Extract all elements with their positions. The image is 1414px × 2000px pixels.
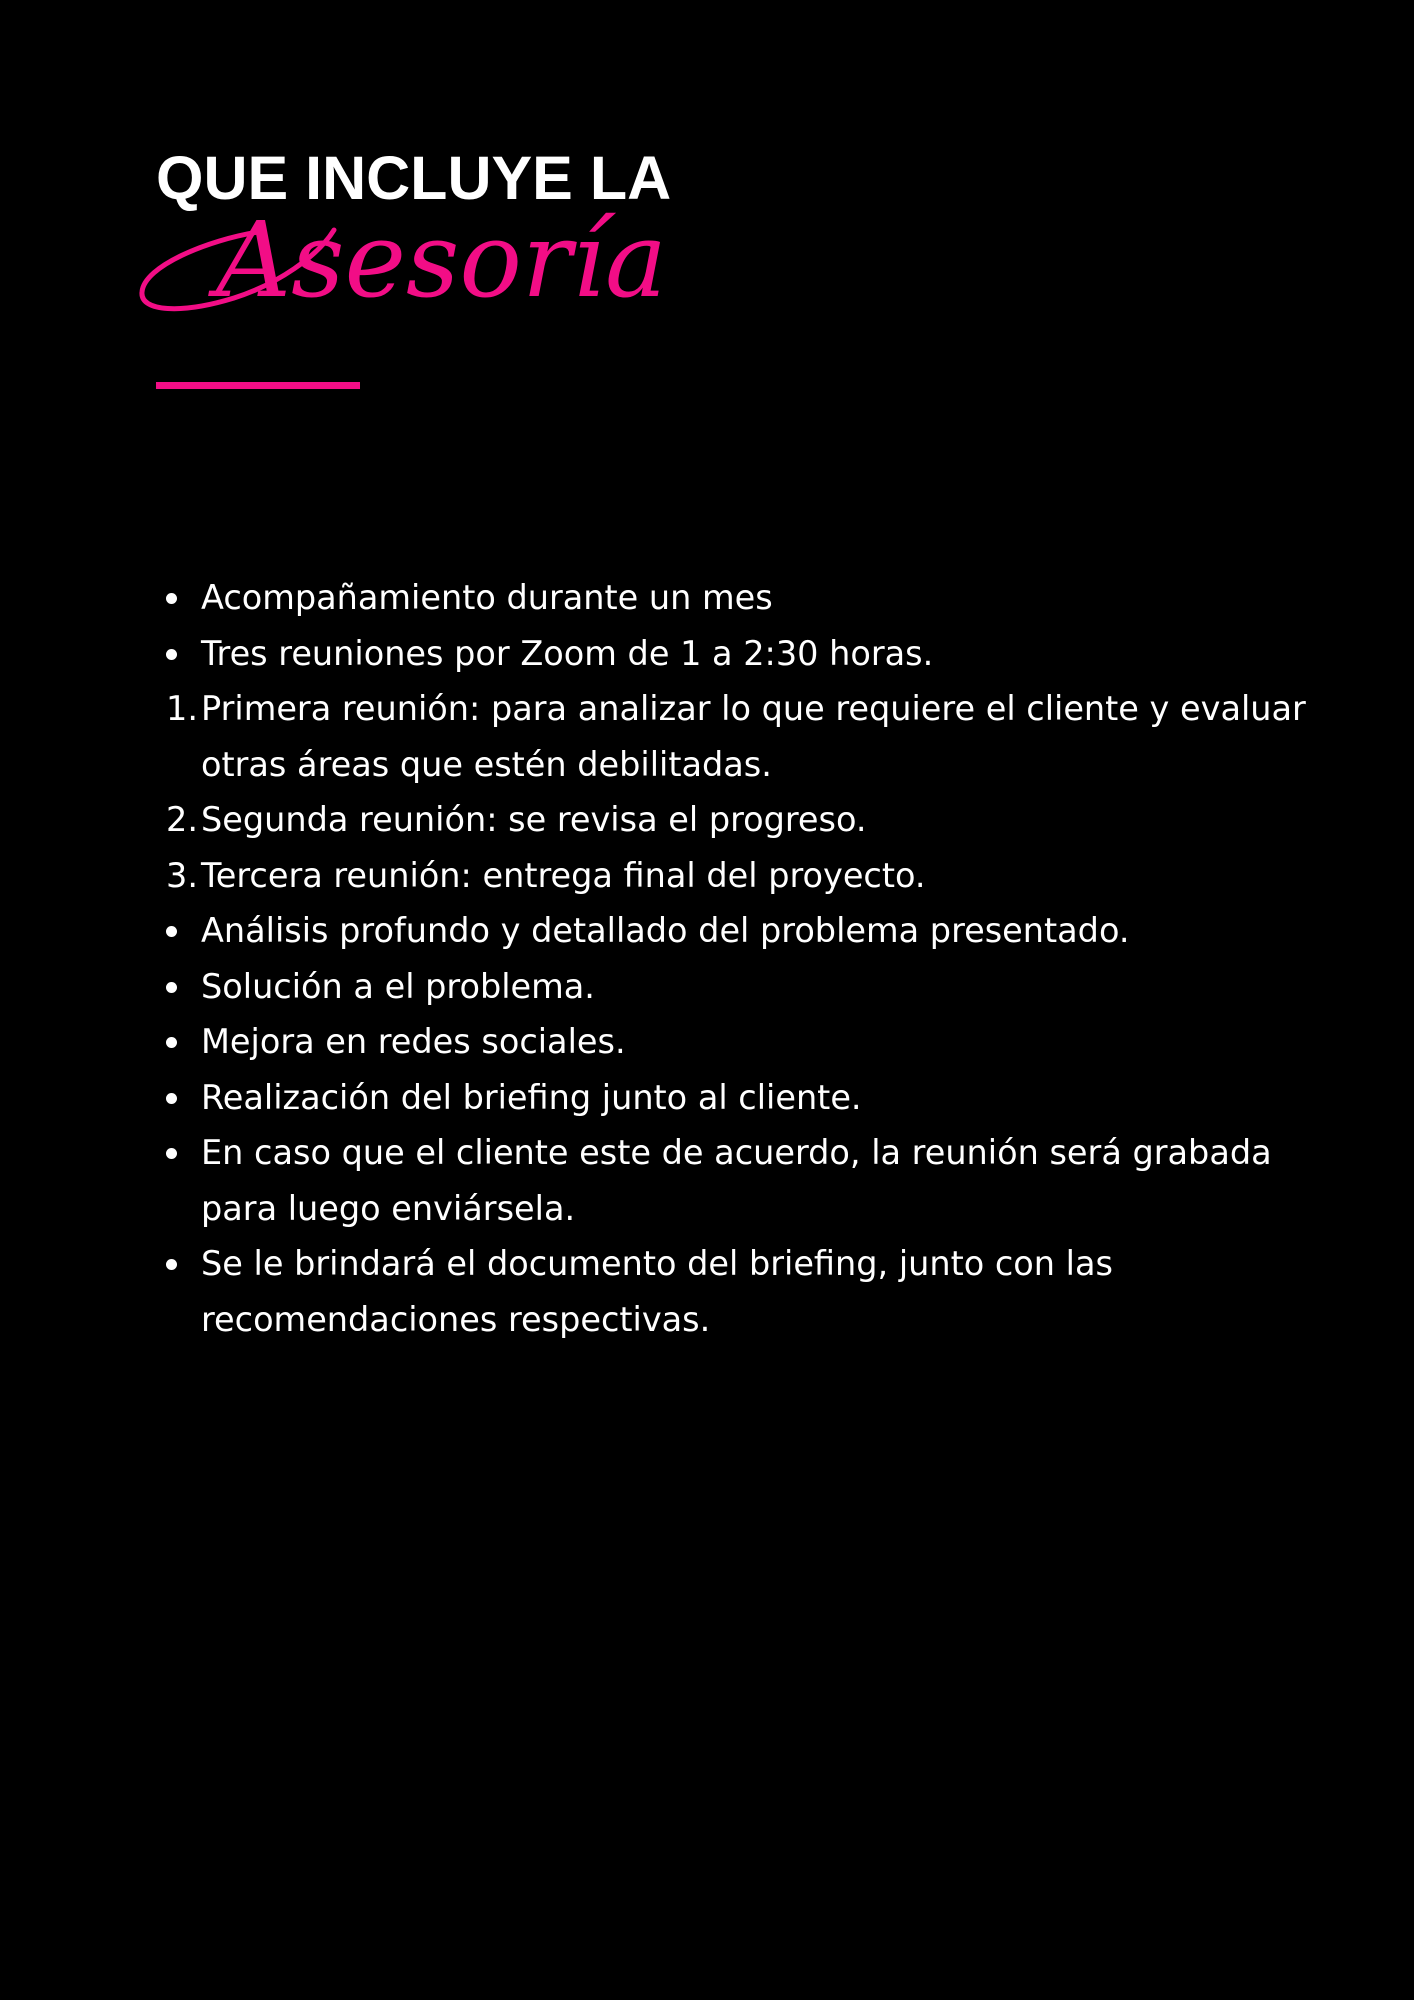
list-item-text: para luego enviársela.: [201, 1188, 576, 1228]
list-item: [156, 848, 1306, 904]
list-item: [156, 1236, 1306, 1347]
list-item-text: Primera reunión: para analizar lo que requiere el cliente y evaluar: [201, 689, 1306, 728]
list-item-text: Mejora en redes sociales.: [201, 1022, 626, 1061]
list-item-text: recomendaciones respectivas.: [201, 1299, 711, 1339]
list-item-text: Segunda reunión: se revisa el progreso.: [201, 800, 867, 839]
list-number: 2.: [166, 800, 198, 839]
list-item: [156, 626, 1306, 682]
list-item-text: En caso que el cliente este de acuerdo, la reunión será grabada: [201, 1133, 1272, 1172]
page-subtitle-script: [138, 196, 667, 326]
list-item-text: Análisis profundo y detallado del problema presentado.: [201, 911, 1130, 950]
inclusions-list: [156, 570, 1306, 1347]
list-item-text: Se le brindará el documento del briefing, junto con las: [201, 1244, 1113, 1283]
list-item: [156, 959, 1306, 1015]
list-number: 3.: [166, 855, 198, 895]
list-item-text: Realización del briefing junto al cliente.: [201, 1077, 862, 1117]
list-item: [156, 1070, 1306, 1126]
page-title: QUE INCLUYE LA: [156, 144, 672, 212]
list-number: 1.: [166, 689, 198, 728]
list-item: [156, 903, 1306, 959]
list-item: [156, 1125, 1306, 1236]
list-item-text: otras áreas que estén debilitadas.: [201, 744, 772, 784]
list-item: [156, 570, 1306, 626]
accent-divider: [156, 382, 360, 389]
list-item-text: Tres reuniones por Zoom de 1 a 2:30 horas.: [201, 633, 934, 673]
list-item-text: Acompañamiento durante un mes: [201, 578, 773, 617]
list-item-text: Tercera reunión: entrega final del proyecto.: [201, 855, 926, 895]
list-item: [156, 1014, 1306, 1070]
list-item: [156, 792, 1306, 848]
list-item-text: Solución a el problema.: [201, 966, 595, 1006]
script-text: Asesoría: [216, 199, 667, 321]
list-item: [156, 681, 1306, 792]
